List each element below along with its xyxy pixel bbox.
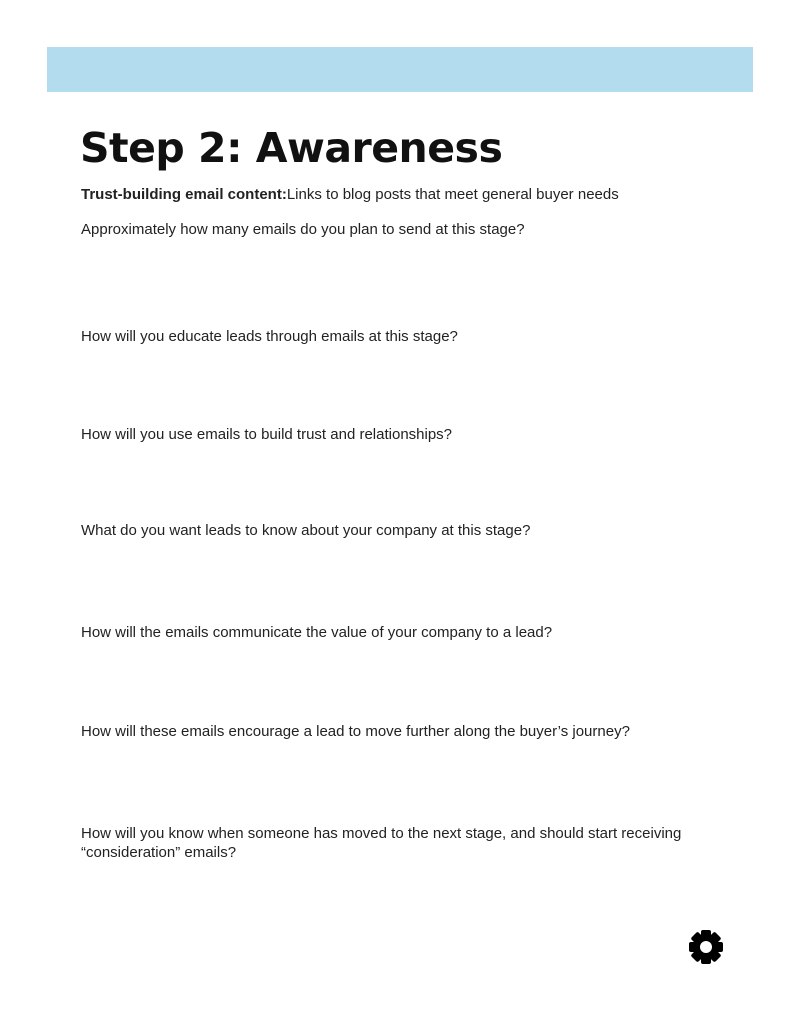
page-title: Step 2: Awareness — [80, 124, 503, 172]
question-build-trust: How will you use emails to build trust and relationships? — [81, 426, 453, 443]
header-band — [47, 47, 753, 92]
question-buyer-journey: How will these emails encourage a lead to move further along the buyer’s journey? — [81, 723, 630, 740]
question-next-stage: How will you know when someone has moved to the next stage, and should start receiving “consideration” emails? — [81, 825, 682, 861]
question-educate-leads: How will you educate leads through emails at this stage? — [81, 328, 458, 345]
question-communicate-value: How will the emails communicate the value of your company to a lead? — [81, 624, 553, 641]
question-company-knowledge: What do you want leads to know about your company at this stage? — [81, 522, 531, 539]
subtitle-text: Links to blog posts that meet general buyer needs — [286, 186, 619, 203]
subtitle — [81, 186, 619, 203]
question-email-count: Approximately how many emails do you plan to send at this stage? — [81, 221, 525, 238]
gear-logo-icon — [688, 929, 724, 965]
subtitle-label: Trust-building email content: — [81, 186, 287, 203]
